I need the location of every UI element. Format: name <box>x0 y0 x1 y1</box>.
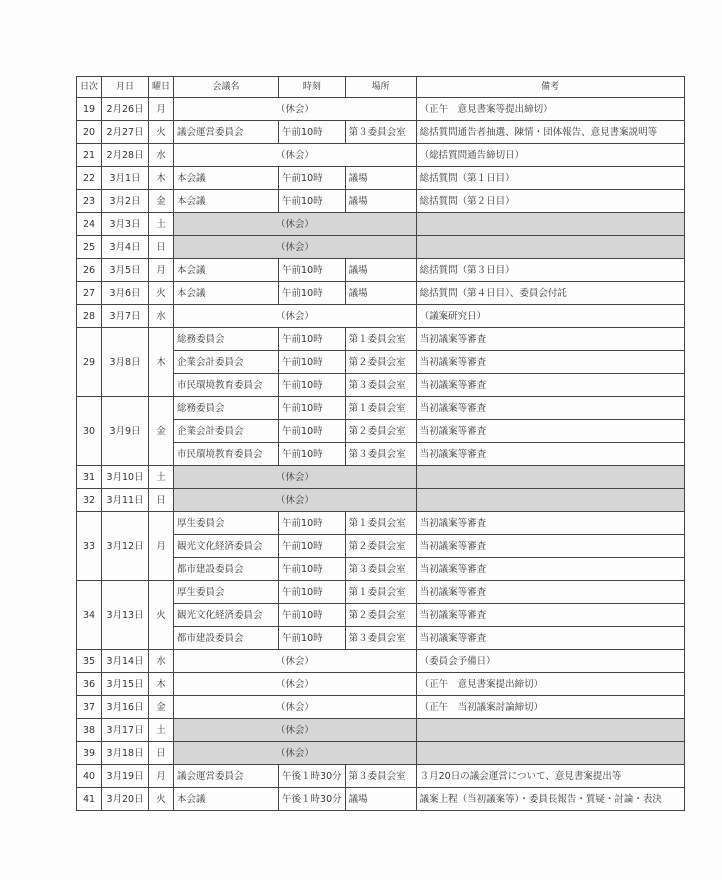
day-number-cell: 35 <box>77 650 102 673</box>
place-cell: 議場 <box>345 167 416 190</box>
day-number-cell: 26 <box>77 259 102 282</box>
day-number-cell: 27 <box>77 282 102 305</box>
table-row <box>77 121 685 144</box>
header-time: 時刻 <box>279 77 346 98</box>
time-cell: 午前10時 <box>279 535 346 558</box>
day-number-cell: 38 <box>77 719 102 742</box>
weekday-cell: 水 <box>149 144 174 167</box>
weekday-cell: 火 <box>149 788 174 811</box>
meeting-cell: 厚生委員会 <box>174 581 279 604</box>
day-number-cell: 36 <box>77 673 102 696</box>
day-number-cell: 19 <box>77 98 102 121</box>
day-number-cell: 29 <box>77 328 102 397</box>
time-cell: 午前10時 <box>279 374 346 397</box>
meeting-cell: 厚生委員会 <box>174 512 279 535</box>
meeting-cell: 本会議 <box>174 788 279 811</box>
remarks-cell: 当初議案等審査 <box>416 558 684 581</box>
date-cell: 3月1日 <box>102 167 149 190</box>
table-row <box>77 259 685 282</box>
remarks-cell: 総括質問（第４日目）、委員会付託 <box>416 282 684 305</box>
day-number-cell: 39 <box>77 742 102 765</box>
table-row <box>77 397 685 420</box>
recess-cell: （休会） <box>174 213 417 236</box>
weekday-cell: 日 <box>149 489 174 512</box>
recess-cell: （休会） <box>174 98 417 121</box>
day-number-cell: 33 <box>77 512 102 581</box>
remarks-cell <box>416 489 684 512</box>
time-cell: 午前10時 <box>279 190 346 213</box>
remarks-cell: 当初議案等審査 <box>416 581 684 604</box>
date-cell: 3月15日 <box>102 673 149 696</box>
remarks-cell: 当初議案等審査 <box>416 627 684 650</box>
table-row <box>77 167 685 190</box>
place-cell: 第２委員会室 <box>345 604 416 627</box>
meeting-cell: 本会議 <box>174 190 279 213</box>
day-number-cell: 41 <box>77 788 102 811</box>
remarks-cell: 当初議案等審査 <box>416 443 684 466</box>
remarks-cell: ３月20日の議会運営について、意見書案提出等 <box>416 765 684 788</box>
header-date: 月日 <box>102 77 149 98</box>
weekday-cell: 水 <box>149 650 174 673</box>
time-cell: 午前10時 <box>279 604 346 627</box>
time-cell: 午前10時 <box>279 351 346 374</box>
time-cell: 午前10時 <box>279 443 346 466</box>
time-cell: 午前10時 <box>279 167 346 190</box>
weekday-cell: 火 <box>149 282 174 305</box>
remarks-cell: 議案上程（当初議案等）・委員長報告・質疑・討論・表決 <box>416 788 684 811</box>
table-row <box>77 144 685 167</box>
remarks-cell: 当初議案等審査 <box>416 420 684 443</box>
recess-cell: （休会） <box>174 719 417 742</box>
recess-cell: （休会） <box>174 742 417 765</box>
meeting-cell: 市民環境教育委員会 <box>174 443 279 466</box>
table-row <box>77 696 685 719</box>
table-row <box>77 581 685 604</box>
table-row <box>77 305 685 328</box>
date-cell: 3月12日 <box>102 512 149 581</box>
time-cell: 午前10時 <box>279 512 346 535</box>
place-cell: 議場 <box>345 788 416 811</box>
recess-cell: （休会） <box>174 673 417 696</box>
place-cell: 第１委員会室 <box>345 397 416 420</box>
table-row <box>77 190 685 213</box>
place-cell: 第３委員会室 <box>345 765 416 788</box>
table-row <box>77 98 685 121</box>
schedule-body <box>77 98 685 811</box>
date-cell: 3月4日 <box>102 236 149 259</box>
place-cell: 議場 <box>345 190 416 213</box>
meeting-cell: 総務委員会 <box>174 328 279 351</box>
date-cell: 3月18日 <box>102 742 149 765</box>
remarks-cell: 当初議案等審査 <box>416 374 684 397</box>
meeting-cell: 本会議 <box>174 259 279 282</box>
date-cell: 3月2日 <box>102 190 149 213</box>
day-number-cell: 30 <box>77 397 102 466</box>
table-row <box>77 742 685 765</box>
remarks-cell: （正午 意見書案等提出締切） <box>416 98 684 121</box>
weekday-cell: 金 <box>149 397 174 466</box>
date-cell: 3月8日 <box>102 328 149 397</box>
place-cell: 第３委員会室 <box>345 121 416 144</box>
date-cell: 3月9日 <box>102 397 149 466</box>
meeting-cell: 都市建設委員会 <box>174 558 279 581</box>
day-number-cell: 40 <box>77 765 102 788</box>
header-place: 場所 <box>345 77 416 98</box>
date-cell: 3月13日 <box>102 581 149 650</box>
place-cell: 第２委員会室 <box>345 351 416 374</box>
meeting-cell: 都市建設委員会 <box>174 627 279 650</box>
table-row <box>77 719 685 742</box>
recess-cell: （休会） <box>174 144 417 167</box>
date-cell: 3月16日 <box>102 696 149 719</box>
day-number-cell: 24 <box>77 213 102 236</box>
place-cell: 第３委員会室 <box>345 627 416 650</box>
meeting-cell: 議会運営委員会 <box>174 121 279 144</box>
time-cell: 午前10時 <box>279 397 346 420</box>
meeting-cell: 企業会計委員会 <box>174 351 279 374</box>
day-number-cell: 23 <box>77 190 102 213</box>
place-cell: 第３委員会室 <box>345 374 416 397</box>
weekday-cell: 月 <box>149 98 174 121</box>
table-row <box>77 213 685 236</box>
time-cell: 午前10時 <box>279 581 346 604</box>
table-row <box>77 282 685 305</box>
day-number-cell: 31 <box>77 466 102 489</box>
place-cell: 第３委員会室 <box>345 558 416 581</box>
weekday-cell: 木 <box>149 673 174 696</box>
remarks-cell: 当初議案等審査 <box>416 351 684 374</box>
weekday-cell: 月 <box>149 765 174 788</box>
weekday-cell: 土 <box>149 466 174 489</box>
table-row <box>77 650 685 673</box>
weekday-cell: 金 <box>149 696 174 719</box>
remarks-cell: 当初議案等審査 <box>416 535 684 558</box>
date-cell: 3月17日 <box>102 719 149 742</box>
table-row <box>77 765 685 788</box>
date-cell: 3月6日 <box>102 282 149 305</box>
remarks-cell: 当初議案等審査 <box>416 604 684 627</box>
time-cell: 午前10時 <box>279 328 346 351</box>
meeting-cell: 総務委員会 <box>174 397 279 420</box>
date-cell: 3月3日 <box>102 213 149 236</box>
place-cell: 第１委員会室 <box>345 581 416 604</box>
date-cell: 3月20日 <box>102 788 149 811</box>
weekday-cell: 水 <box>149 305 174 328</box>
remarks-cell: 当初議案等審査 <box>416 512 684 535</box>
time-cell: 午前10時 <box>279 558 346 581</box>
schedule-table <box>76 76 685 811</box>
weekday-cell: 木 <box>149 328 174 397</box>
date-cell: 3月5日 <box>102 259 149 282</box>
date-cell: 2月26日 <box>102 98 149 121</box>
remarks-cell <box>416 213 684 236</box>
remarks-cell: （議案研究日） <box>416 305 684 328</box>
day-number-cell: 37 <box>77 696 102 719</box>
remarks-cell: 当初議案等審査 <box>416 328 684 351</box>
remarks-cell: （委員会予備日） <box>416 650 684 673</box>
meeting-cell: 企業会計委員会 <box>174 420 279 443</box>
recess-cell: （休会） <box>174 489 417 512</box>
weekday-cell: 土 <box>149 719 174 742</box>
weekday-cell: 土 <box>149 213 174 236</box>
time-cell: 午前10時 <box>279 420 346 443</box>
time-cell: 午前10時 <box>279 259 346 282</box>
recess-cell: （休会） <box>174 466 417 489</box>
weekday-cell: 日 <box>149 236 174 259</box>
time-cell: 午後１時30分 <box>279 788 346 811</box>
table-row <box>77 236 685 259</box>
weekday-cell: 月 <box>149 512 174 581</box>
time-cell: 午前10時 <box>279 121 346 144</box>
day-number-cell: 20 <box>77 121 102 144</box>
recess-cell: （休会） <box>174 696 417 719</box>
remarks-cell: （正午 意見書案提出締切） <box>416 673 684 696</box>
remarks-cell: 総括質問通告者抽選、陳情・団体報告、意見書案説明等 <box>416 121 684 144</box>
remarks-cell: 当初議案等審査 <box>416 397 684 420</box>
meeting-cell: 市民環境教育委員会 <box>174 374 279 397</box>
place-cell: 第２委員会室 <box>345 535 416 558</box>
table-row <box>77 328 685 351</box>
date-cell: 3月10日 <box>102 466 149 489</box>
remarks-cell: 総括質問（第１日目） <box>416 167 684 190</box>
weekday-cell: 火 <box>149 121 174 144</box>
meeting-cell: 本会議 <box>174 282 279 305</box>
time-cell: 午前10時 <box>279 627 346 650</box>
place-cell: 第２委員会室 <box>345 420 416 443</box>
place-cell: 第１委員会室 <box>345 328 416 351</box>
place-cell: 第３委員会室 <box>345 443 416 466</box>
recess-cell: （休会） <box>174 650 417 673</box>
table-row <box>77 673 685 696</box>
day-number-cell: 34 <box>77 581 102 650</box>
date-cell: 3月11日 <box>102 489 149 512</box>
remarks-cell <box>416 719 684 742</box>
day-number-cell: 28 <box>77 305 102 328</box>
recess-cell: （休会） <box>174 305 417 328</box>
date-cell: 3月14日 <box>102 650 149 673</box>
recess-cell: （休会） <box>174 236 417 259</box>
table-row <box>77 512 685 535</box>
remarks-cell <box>416 466 684 489</box>
header-row <box>77 77 685 98</box>
day-number-cell: 32 <box>77 489 102 512</box>
meeting-cell: 議会運営委員会 <box>174 765 279 788</box>
day-number-cell: 21 <box>77 144 102 167</box>
place-cell: 第１委員会室 <box>345 512 416 535</box>
weekday-cell: 火 <box>149 581 174 650</box>
time-cell: 午前10時 <box>279 282 346 305</box>
remarks-cell: （正午 当初議案討論締切） <box>416 696 684 719</box>
place-cell: 議場 <box>345 259 416 282</box>
date-cell: 2月27日 <box>102 121 149 144</box>
header-weekday: 曜日 <box>149 77 174 98</box>
meeting-cell: 本会議 <box>174 167 279 190</box>
weekday-cell: 金 <box>149 190 174 213</box>
header-meeting: 会議名 <box>174 77 279 98</box>
date-cell: 3月19日 <box>102 765 149 788</box>
remarks-cell <box>416 236 684 259</box>
remarks-cell: （総括質問通告締切日） <box>416 144 684 167</box>
time-cell: 午後１時30分 <box>279 765 346 788</box>
meeting-cell: 観光文化経済委員会 <box>174 535 279 558</box>
remarks-cell: 総括質問（第３日目） <box>416 259 684 282</box>
date-cell: 2月28日 <box>102 144 149 167</box>
weekday-cell: 木 <box>149 167 174 190</box>
table-row <box>77 489 685 512</box>
weekday-cell: 月 <box>149 259 174 282</box>
header-day-number: 日次 <box>77 77 102 98</box>
remarks-cell: 総括質問（第２日目） <box>416 190 684 213</box>
day-number-cell: 22 <box>77 167 102 190</box>
table-row <box>77 466 685 489</box>
place-cell: 議場 <box>345 282 416 305</box>
date-cell: 3月7日 <box>102 305 149 328</box>
weekday-cell: 日 <box>149 742 174 765</box>
header-remarks: 備考 <box>416 77 684 98</box>
day-number-cell: 25 <box>77 236 102 259</box>
remarks-cell <box>416 742 684 765</box>
table-row <box>77 788 685 811</box>
meeting-cell: 観光文化経済委員会 <box>174 604 279 627</box>
